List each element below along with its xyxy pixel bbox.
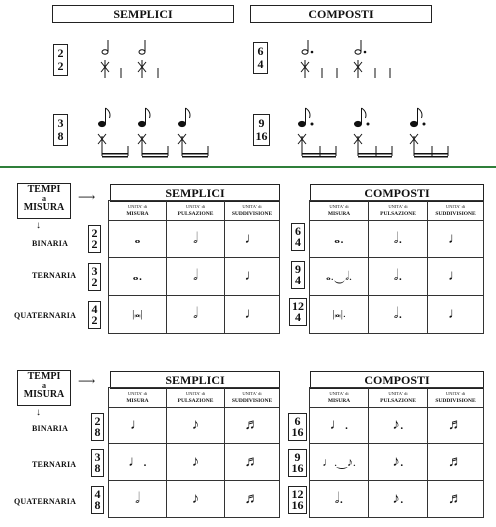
unita-text: UNITA' xyxy=(445,391,461,396)
di-text: di xyxy=(461,391,466,396)
ts-bottom: 16 xyxy=(291,425,304,439)
di-text: di xyxy=(143,204,148,209)
eighth-note-icon: ♪ xyxy=(392,417,400,433)
col-header-suddivisione xyxy=(428,201,484,221)
table1-ts-2-2 xyxy=(88,225,101,253)
ts-top: 12 xyxy=(292,299,304,313)
ts-top: 3 xyxy=(57,116,64,130)
section-divider xyxy=(0,166,496,168)
pulsazione-text: PULSAZIONE xyxy=(380,398,416,404)
suddivisione-text: SUDDIVISIONE xyxy=(231,398,273,404)
unita-text: UNITA' xyxy=(127,204,143,209)
breve-note-icon: |𝅜| xyxy=(332,308,343,320)
row-label-quaternaria: QUATERNARIA xyxy=(14,497,77,506)
unita-text: UNITA' xyxy=(445,204,461,209)
dotted-whole-note-icon xyxy=(310,221,369,258)
di-text: di xyxy=(258,204,262,209)
unita-text: UNITA' xyxy=(242,391,257,396)
quarter-note-icon: ♩ xyxy=(428,221,484,258)
table2-ts-6-16 xyxy=(288,413,307,441)
dot-icon: . xyxy=(138,268,143,284)
misura-text: MISURA xyxy=(327,211,351,217)
table1-ts-3-2 xyxy=(88,263,101,291)
ts-bottom: 8 xyxy=(94,498,101,512)
row-label-quaternaria: QUATERNARIA xyxy=(14,311,77,320)
table1-semplici-header: SEMPLICI xyxy=(110,184,280,202)
whole-note-icon: 𝅝 xyxy=(132,268,139,284)
misura-text: MISURA xyxy=(126,211,149,217)
table2-compound-grid xyxy=(309,387,484,518)
ts-bottom: 2 xyxy=(91,313,98,327)
dot-icon: . xyxy=(349,269,353,283)
ts-bottom: 16 xyxy=(291,498,304,512)
di-text: di xyxy=(404,204,408,209)
unita-text: UNITA' xyxy=(185,391,201,396)
half-note-icon: 𝅗𝅥 xyxy=(393,306,399,322)
dotted-half-note-icon xyxy=(369,296,428,334)
quarter-note-icon: ♩ xyxy=(225,258,280,296)
tempi-a-misura-box-2 xyxy=(17,370,71,406)
sixteenth-note-icon: ♬ xyxy=(428,481,484,518)
ts-bottom: 2 xyxy=(57,59,64,73)
dotted-eighth-note-icon xyxy=(369,481,428,518)
dot-icon: . xyxy=(399,417,404,433)
table1-ts-12-4 xyxy=(289,298,307,326)
top-composti-header: COMPOSTI xyxy=(250,5,432,23)
unita-text: UNITA' xyxy=(329,391,344,396)
di-text: di xyxy=(345,204,349,209)
sixteenth-note-icon: ♬ xyxy=(225,444,280,481)
dotted-half-note-icon xyxy=(369,221,428,258)
unita-text: UNITA' xyxy=(388,204,403,209)
table2-ts-3-8 xyxy=(91,449,104,477)
ts-bottom: 4 xyxy=(257,57,264,71)
col-header-misura xyxy=(109,201,167,221)
quarter-note-icon: ♩ xyxy=(128,453,144,470)
time-signature-3-8 xyxy=(53,114,68,146)
table2-semplici-header: SEMPLICI xyxy=(110,371,280,389)
half-note-icon: 𝅗𝅥 xyxy=(167,296,225,334)
dot-icon: . xyxy=(398,306,403,322)
half-note-icon: 𝅗𝅥 xyxy=(393,268,399,284)
pulsazione-text: PULSAZIONE xyxy=(380,211,416,217)
ts-top: 4 xyxy=(91,302,98,316)
col-header-misura xyxy=(310,201,369,221)
pulsazione-text: PULSAZIONE xyxy=(177,211,214,217)
ts-bottom: 8 xyxy=(57,129,64,143)
tempi-label: TEMPI xyxy=(27,371,61,382)
ts-bottom: 16 xyxy=(291,461,304,475)
ts-bottom: 4 xyxy=(295,273,301,287)
ts-top: 3 xyxy=(94,450,101,464)
half-note-icon: 𝅗𝅥 xyxy=(393,230,399,247)
suddivisione-text: SUDDIVISIONE xyxy=(231,211,273,217)
eighth-note-icon: ♪ xyxy=(392,453,400,470)
time-signature-9-16 xyxy=(253,114,270,146)
eighth-note-icon: ♪ xyxy=(346,454,353,469)
time-signature-6-4 xyxy=(253,42,268,74)
ts-bottom: 8 xyxy=(94,461,101,475)
ts-top: 12 xyxy=(291,487,304,501)
whole-note-icon: 𝅝 xyxy=(325,269,331,283)
quarter-note-icon: ♩ xyxy=(225,296,280,334)
table2-ts-4-8 xyxy=(91,486,104,514)
top-compound-binary-notes xyxy=(295,38,425,83)
dot-icon: . xyxy=(339,490,344,507)
ts-top: 6 xyxy=(294,414,301,428)
row-label-binaria: BINARIA xyxy=(32,239,69,248)
dot-icon: . xyxy=(398,268,403,284)
sixteenth-note-icon: ♬ xyxy=(225,408,280,444)
tempi-label: TEMPI xyxy=(27,184,61,195)
half-note-icon: 𝅗𝅥 xyxy=(109,481,167,518)
suddivisione-text: SUDDIVISIONE xyxy=(435,398,476,404)
col-header-pulsazione xyxy=(369,388,428,408)
misura-label: MISURA xyxy=(23,389,65,400)
table2-simple-grid xyxy=(108,387,280,518)
di-text: di xyxy=(345,391,349,396)
di-text: di xyxy=(258,391,262,396)
eighth-note-icon: ♪ xyxy=(167,481,225,518)
right-arrow-icon: ⟶ xyxy=(78,374,96,388)
dotted-breve-note-icon xyxy=(310,296,369,334)
dot-icon: . xyxy=(352,454,356,469)
quarter-note-icon: ♩ xyxy=(322,454,335,469)
ts-bottom: 2 xyxy=(91,237,98,251)
table1-compound-grid xyxy=(309,200,484,334)
dot-icon: . xyxy=(342,308,346,320)
table1-ts-9-4 xyxy=(291,261,305,289)
whole-note-icon: 𝅝 xyxy=(334,230,341,247)
unita-text: UNITA' xyxy=(127,391,143,396)
ts-top: 4 xyxy=(94,487,101,501)
di-text: di xyxy=(201,204,206,209)
di-text: di xyxy=(404,391,408,396)
col-header-pulsazione xyxy=(167,201,225,221)
ts-top: 2 xyxy=(94,414,101,428)
sixteenth-note-icon: ♬ xyxy=(225,481,280,518)
pulsazione-text: PULSAZIONE xyxy=(177,398,214,404)
top-compound-ternary-notes xyxy=(292,106,462,162)
dot-icon: . xyxy=(344,417,349,433)
table1-ts-6-4 xyxy=(291,223,305,251)
misura-label: MISURA xyxy=(23,202,65,213)
ts-top: 9 xyxy=(258,116,265,130)
dotted-half-note-icon xyxy=(369,258,428,296)
table2-ts-12-16 xyxy=(288,486,307,514)
dot-icon: . xyxy=(398,230,403,247)
half-note-icon: 𝅗𝅥 xyxy=(334,490,340,507)
ts-top: 9 xyxy=(295,262,301,276)
misura-text: MISURA xyxy=(126,398,149,404)
dot-icon: . xyxy=(330,269,334,283)
eighth-note-icon: ♪ xyxy=(167,444,225,481)
top-semplici-header: SEMPLICI xyxy=(52,5,234,23)
di-text: di xyxy=(143,391,148,396)
half-note-icon: 𝅗𝅥 xyxy=(167,221,225,258)
dot-icon: . xyxy=(143,453,147,470)
ts-top: 3 xyxy=(91,264,98,278)
half-note-icon: 𝅗𝅥 xyxy=(345,269,350,283)
dotted-quarter-note-icon xyxy=(310,408,369,444)
ts-bottom: 4 xyxy=(295,235,301,249)
table1-composti-header: COMPOSTI xyxy=(310,184,484,202)
sixteenth-note-icon: ♬ xyxy=(428,444,484,481)
eighth-note-icon: ♪ xyxy=(392,490,400,507)
down-arrow-icon: ↓ xyxy=(36,407,41,418)
ts-top: 6 xyxy=(295,224,301,238)
ts-bottom: 16 xyxy=(255,129,268,143)
right-arrow-icon: ⟶ xyxy=(78,190,96,204)
row-label-ternaria: TERNARIA xyxy=(32,271,77,280)
tied-whole-half-note-icon: 𝅝.‿𝅗𝅥. xyxy=(310,258,369,296)
misura-text: MISURA xyxy=(327,398,351,404)
ts-bottom: 4 xyxy=(295,310,301,324)
table1-simple-grid xyxy=(108,200,280,334)
suddivisione-text: SUDDIVISIONE xyxy=(435,211,476,217)
quarter-note-icon: ♩ xyxy=(428,258,484,296)
dotted-whole-note-icon xyxy=(109,258,167,296)
col-header-suddivisione xyxy=(225,388,280,408)
eighth-note-icon: ♪ xyxy=(167,408,225,444)
ts-bottom: 8 xyxy=(94,425,101,439)
ts-bottom: 2 xyxy=(91,275,98,289)
ts-top: 9 xyxy=(294,450,301,464)
ts-top: 2 xyxy=(57,46,64,60)
tempi-a-misura-box-1 xyxy=(17,183,71,219)
di-text: di xyxy=(461,204,466,209)
unita-text: UNITA' xyxy=(329,204,344,209)
whole-note-icon: 𝅝 xyxy=(109,221,167,258)
a-label: a xyxy=(42,381,46,390)
quarter-note-icon: ♩ xyxy=(225,221,280,258)
col-header-suddivisione xyxy=(428,388,484,408)
table2-ts-2-8 xyxy=(91,413,104,441)
dotted-eighth-note-icon xyxy=(369,408,428,444)
row-label-ternaria: TERNARIA xyxy=(32,460,77,469)
breve-note-icon: |𝅜| xyxy=(109,296,167,334)
col-header-pulsazione xyxy=(369,201,428,221)
col-header-suddivisione xyxy=(225,201,280,221)
unita-text: UNITA' xyxy=(242,204,257,209)
table2-ts-9-16 xyxy=(288,449,307,477)
quarter-note-icon: ♩ xyxy=(109,408,167,444)
a-label: a xyxy=(42,194,46,203)
quarter-note-icon: ♩ xyxy=(329,417,345,433)
dot-icon: . xyxy=(399,453,404,470)
tied-quarter-eighth-note-icon: ♩.‿♪. xyxy=(310,444,369,481)
top-simple-ternary-notes xyxy=(92,106,222,162)
col-header-pulsazione xyxy=(167,388,225,408)
quarter-note-icon: ♩ xyxy=(428,296,484,334)
dotted-eighth-note-icon xyxy=(369,444,428,481)
row-label-binaria: BINARIA xyxy=(32,424,69,433)
half-note-icon: 𝅗𝅥 xyxy=(167,258,225,296)
unita-text: UNITA' xyxy=(185,204,201,209)
unita-text: UNITA' xyxy=(388,391,403,396)
col-header-misura xyxy=(310,388,369,408)
col-header-misura xyxy=(109,388,167,408)
ts-top: 2 xyxy=(91,226,98,240)
ts-top: 6 xyxy=(257,44,264,58)
dot-icon: . xyxy=(334,454,338,469)
time-signature-2-2 xyxy=(53,44,68,76)
table1-ts-4-2 xyxy=(88,301,101,329)
table2-composti-header: COMPOSTI xyxy=(310,371,484,389)
dot-icon: . xyxy=(399,490,404,507)
dotted-quarter-note-icon xyxy=(109,444,167,481)
sixteenth-note-icon: ♬ xyxy=(428,408,484,444)
dotted-half-note-icon xyxy=(310,481,369,518)
top-simple-binary-notes xyxy=(95,38,185,83)
di-text: di xyxy=(201,391,206,396)
dot-icon: . xyxy=(340,230,344,247)
down-arrow-icon: ↓ xyxy=(36,220,41,231)
